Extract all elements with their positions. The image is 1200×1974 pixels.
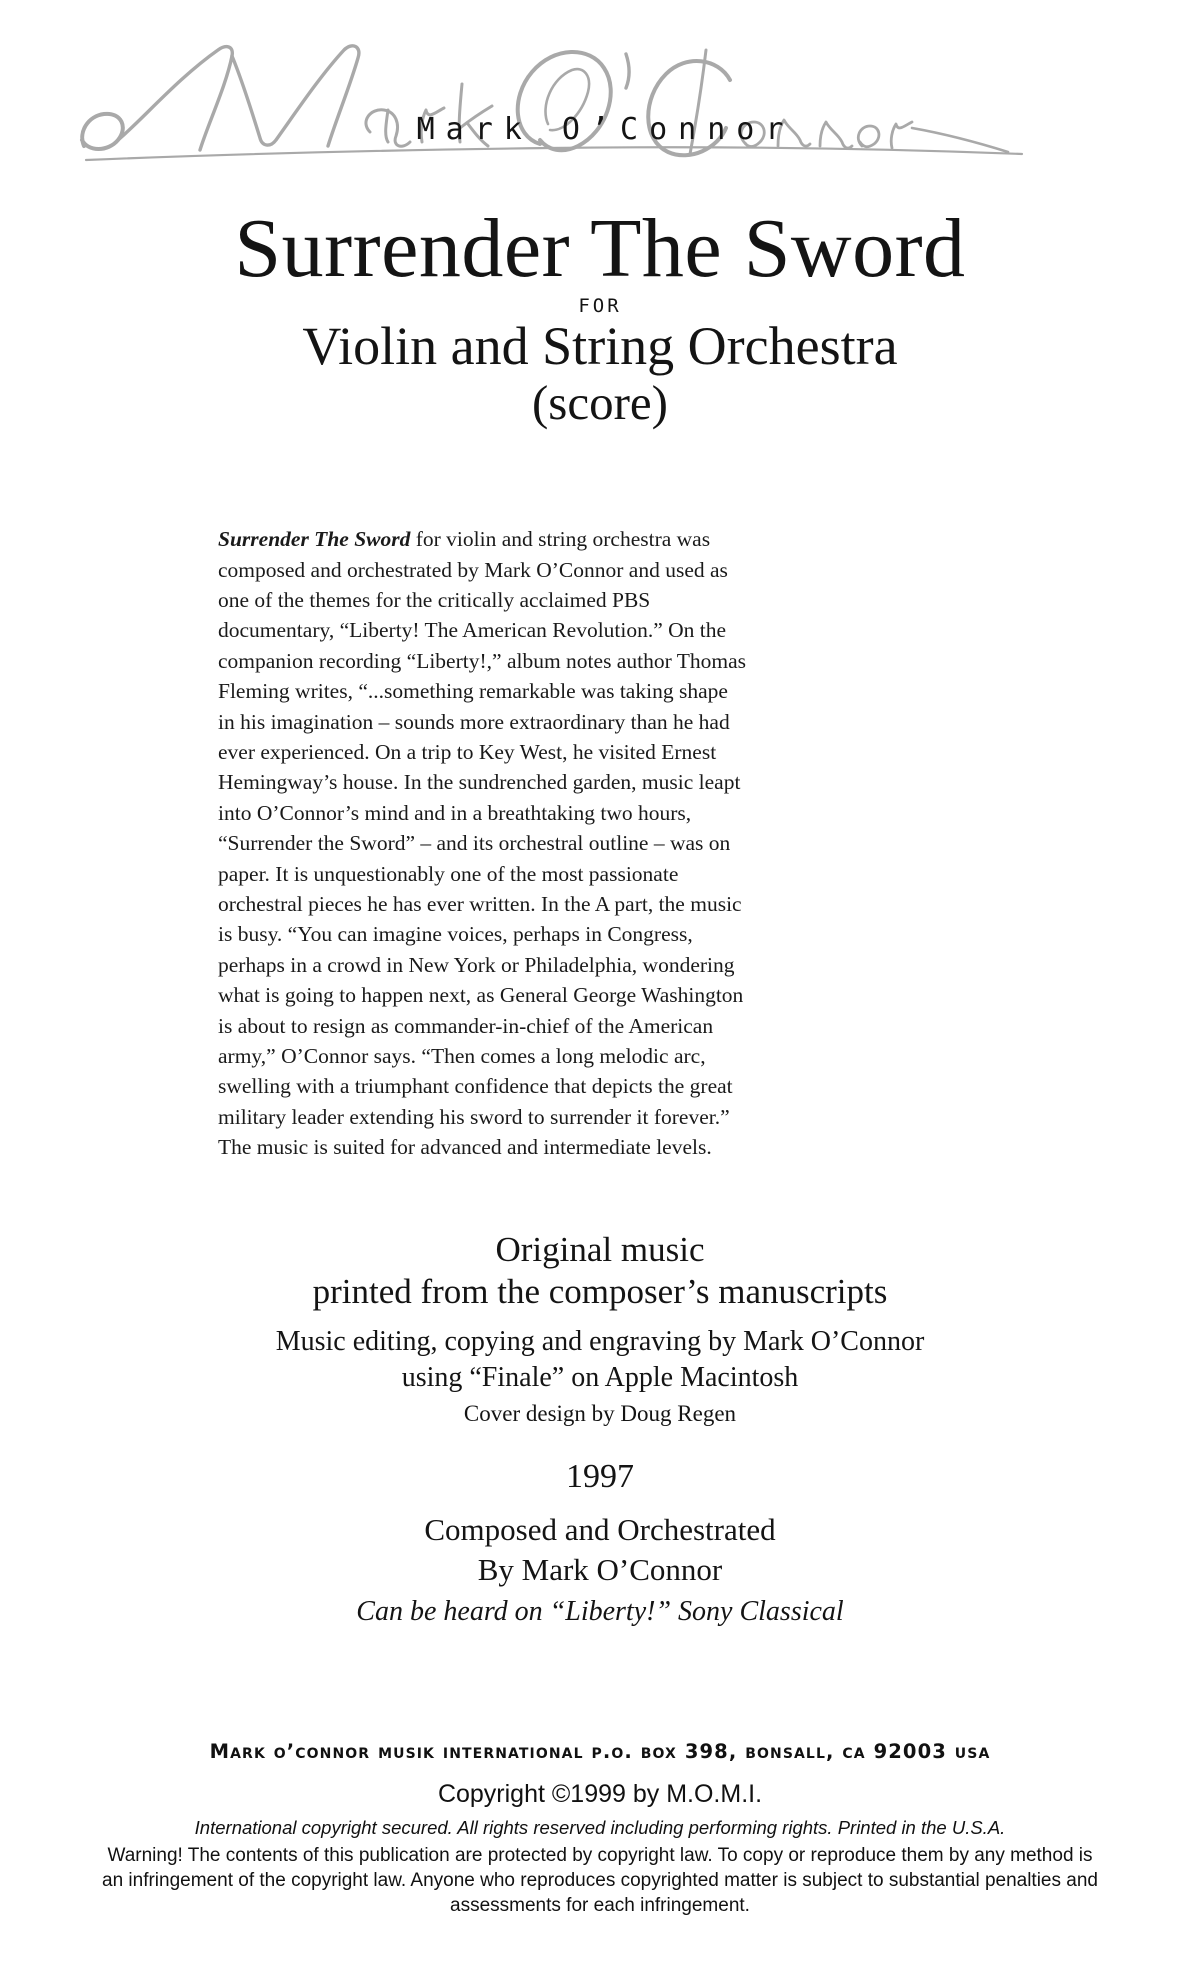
credit-composed-line-2: By Mark O’Connor bbox=[477, 1551, 723, 1587]
brand-wordmark: Mark O’Connor bbox=[416, 112, 795, 147]
credit-software: using “Finale” on Apple Macintosh bbox=[401, 1361, 799, 1393]
for-label: FOR bbox=[578, 295, 622, 317]
program-note-body: for violin and string orchestra was composed and orchestrated by Mark O’Connor and used as one of the themes for the critically acclaimed PBS documentary, “Liberty! The American Revolution.” On the companion recording “Liberty!,” album notes author Thomas Fleming writes, “...something remarkable was taking shape in his imagination – sounds more extraordinary than he had ever experienced. On a trip to Key West, he visited Ernest Hemingway’s house. In the sundrenched garden, music leapt into O’Connor’s mind and in a breathtaking two hours, “Surrender the Sword” – and its orchestral outline – was on paper. It is unquestionably one of the most passionate orchestral pieces he has ever written. In the A part, the music is busy. “You can imagine voices, perhaps in Congress, perhaps in a crowd in New York or Philadelphia, wondering what is going to happen next, as General George Washington is about to resign as commander-in-chief of the American army,” O’Connor says. “Then comes a long melodic arc, swelling with a triumphant confidence that depicts the great military leader extending his sword to surrender it forever.” The music is suited for advanced and intermediate levels. bbox=[218, 527, 746, 1160]
publisher-address: Mark o’connor musik international p.o. box 398, bonsall, ca 92003 usa bbox=[209, 1740, 991, 1764]
credits-block bbox=[0, 1229, 1200, 1629]
credit-year: 1997 bbox=[566, 1457, 634, 1495]
signature-script-icon bbox=[70, 28, 1070, 168]
copyright-secured-line: International copyright secured. All rights reserved including performing rights. Printed in the U.S.A. bbox=[194, 1816, 1006, 1838]
page-title: Surrender The Sword bbox=[234, 202, 966, 295]
credit-original-music: Original music bbox=[495, 1229, 705, 1269]
credit-heard-on: Can be heard on “Liberty!” Sony Classical bbox=[356, 1595, 844, 1627]
warning-line-1: Warning! The contents of this publication are protected by copyright law. To copy or reproduce them by any method is bbox=[107, 1845, 1093, 1866]
credit-cover-design: Cover design by Doug Regen bbox=[463, 1400, 737, 1426]
footer-block bbox=[0, 1740, 1200, 1918]
copyright-line: Copyright ©1999 by M.O.M.I. bbox=[437, 1779, 763, 1808]
warning-line-2: an infringement of the copyright law. Anyone who reproduces copyrighted matter is subject to substantial penalties and bbox=[102, 1870, 1098, 1891]
credit-composed-line-1: Composed and Orchestrated bbox=[424, 1511, 776, 1547]
program-note bbox=[218, 524, 748, 1163]
work-name-emphasis: Surrender The Sword bbox=[218, 527, 411, 552]
title-block bbox=[0, 202, 1200, 430]
instrumentation-subtitle: Violin and String Orchestra bbox=[302, 316, 898, 376]
warning-line-3: assessments for each infringement. bbox=[450, 1895, 750, 1916]
credit-editing: Music editing, copying and engraving by Mark O’Connor bbox=[275, 1325, 925, 1357]
copyright-warning-block bbox=[55, 1843, 1145, 1918]
credit-printed-from: printed from the composer’s manuscripts bbox=[312, 1271, 888, 1311]
score-label: (score) bbox=[531, 374, 669, 430]
brand-header bbox=[0, 0, 1200, 185]
